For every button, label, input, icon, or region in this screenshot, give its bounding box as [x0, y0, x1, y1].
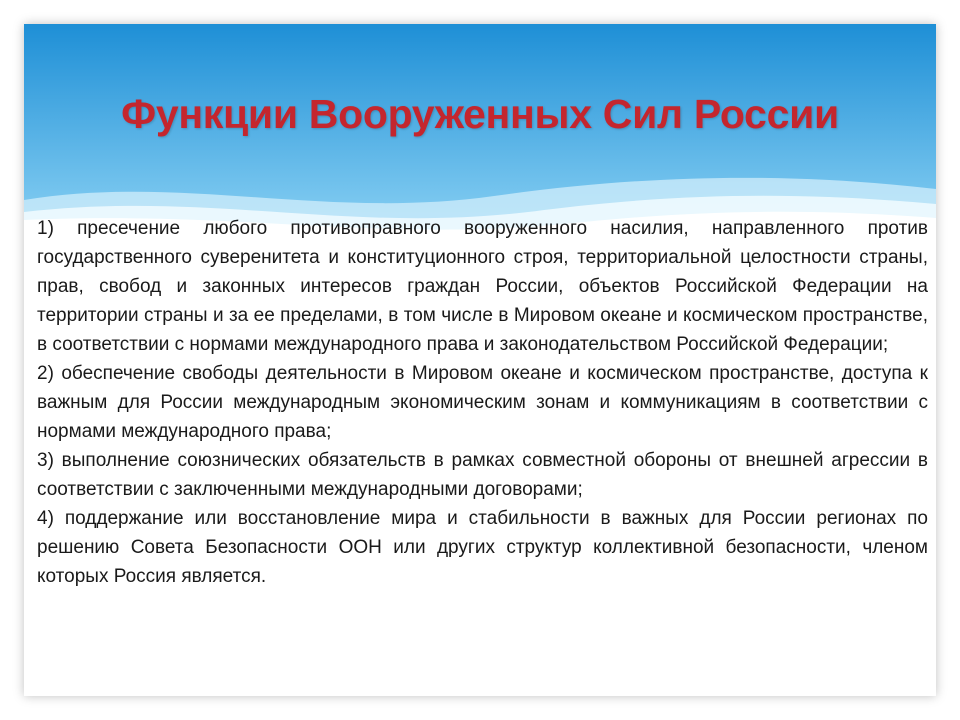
slide-title: Функции Вооруженных Сил России — [121, 91, 839, 137]
function-item-1: 1) пресечение любого противоправного вооруженного насилия, направленного против государственного суверенитета и конституционного строя, территориальной целостности страны, прав, свобод и законных интересов граждан России, объектов Российской Федерации на территории страны и за ее пределами, в том числе в Мировом океане и космическом пространстве, в соответствии с нормами международного права и законодательством Российской Федерации; — [37, 218, 928, 355]
functions-list — [37, 214, 928, 591]
function-item-2: 2) обеспечение свободы деятельности в Мировом океане и космическом пространстве, доступа к важным для России международным экономическим зонам и коммуникациям в соответствии с нормами международного права; — [37, 363, 928, 442]
function-item-4: 4) поддержание или восстановление мира и стабильности в важных для России регионах по решению Совета Безопасности ООН или других структур коллективной безопасности, членом которых Россия является. — [37, 508, 928, 587]
function-item-3: 3) выполнение союзнических обязательств в рамках совместной обороны от внешней агрессии в соответствии с заключенными международными договорами; — [37, 450, 928, 500]
slide — [24, 24, 936, 696]
